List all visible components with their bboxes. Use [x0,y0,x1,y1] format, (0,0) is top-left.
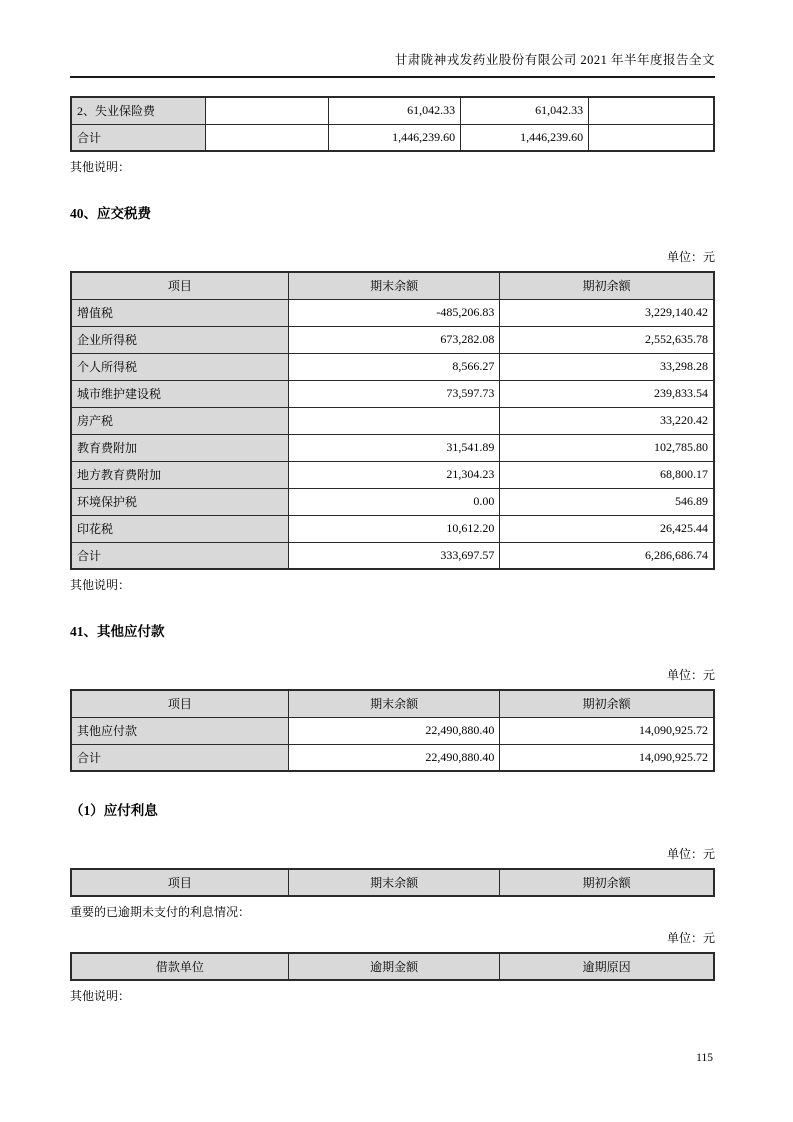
value-cell: 2,552,635.78 [500,326,714,353]
value-cell: 0.00 [288,488,500,515]
value-cell: 26,425.44 [500,515,714,542]
row-label-cell: 个人所得税 [71,353,288,380]
column-header: 项目 [71,690,288,717]
column-header: 期初余额 [500,272,714,299]
value-cell: 61,042.33 [328,97,460,124]
value-cell: 102,785.80 [500,434,714,461]
table-header-row [71,272,714,299]
unit-label-1: 单位：元 [666,250,715,264]
value-cell: 6,286,686.74 [500,542,714,569]
value-cell: 61,042.33 [461,97,589,124]
table-row [71,434,714,461]
unit-label-2: 单位：元 [666,668,715,682]
row-label-cell: 增值税 [71,299,288,326]
table-header-row [71,690,714,717]
page-number: 115 [696,1052,713,1064]
table-header-row [71,953,714,980]
table-row [71,380,714,407]
value-cell: 333,697.57 [288,542,500,569]
table-row [71,461,714,488]
value-cell: 8,566.27 [288,353,500,380]
overdue-interest-note: 重要的已逾期未支付的利息情况： [70,905,251,919]
column-header: 逾期原因 [500,953,714,980]
row-label-cell: 房产税 [71,407,288,434]
table-row [71,542,714,569]
other-note-3: 其他说明： [70,989,131,1003]
value-cell: 239,833.54 [500,380,714,407]
other-payables-table [70,689,715,772]
table-row [71,744,714,771]
value-cell [589,97,714,124]
value-cell: 10,612.20 [288,515,500,542]
table-row [71,326,714,353]
value-cell: -485,206.83 [288,299,500,326]
row-label-cell: 印花税 [71,515,288,542]
column-header: 借款单位 [71,953,288,980]
row-label-cell: 合计 [71,744,288,771]
social-insurance-continuation-table [70,96,715,152]
row-label-cell: 合计 [71,542,288,569]
table-row [71,97,714,124]
value-cell [589,124,714,151]
overdue-interest-table [70,952,715,981]
row-label-cell: 环境保护税 [71,488,288,515]
unit-label-4: 单位：元 [666,931,715,945]
section-40-heading: 40、应交税费 [70,206,151,221]
value-cell: 3,229,140.42 [500,299,714,326]
other-note-1: 其他说明： [70,160,131,174]
row-label-cell: 教育费附加 [71,434,288,461]
table-row [71,717,714,744]
row-label-cell: 2、失业保险费 [71,97,205,124]
value-cell: 73,597.73 [288,380,500,407]
row-label-cell: 地方教育费附加 [71,461,288,488]
value-cell: 33,220.42 [500,407,714,434]
column-header: 期初余额 [500,869,714,896]
value-cell: 22,490,880.40 [288,744,500,771]
column-header: 期末余额 [288,690,500,717]
value-cell: 546.89 [500,488,714,515]
value-cell: 21,304.23 [288,461,500,488]
section-41-1-heading: （1）应付利息 [70,803,158,818]
column-header: 项目 [71,869,288,896]
value-cell: 22,490,880.40 [288,717,500,744]
value-cell: 68,800.17 [500,461,714,488]
column-header: 期末余额 [288,869,500,896]
table-row [71,299,714,326]
table-header-row [71,869,714,896]
row-label-cell: 合计 [71,124,205,151]
table-row [71,124,714,151]
column-header: 期初余额 [500,690,714,717]
row-label-cell: 企业所得税 [71,326,288,353]
row-label-cell: 其他应付款 [71,717,288,744]
row-label-cell: 城市维护建设税 [71,380,288,407]
interest-payable-table [70,868,715,897]
value-cell [288,407,500,434]
value-cell [205,97,328,124]
table-row [71,353,714,380]
value-cell: 1,446,239.60 [461,124,589,151]
unit-label-3: 单位：元 [666,847,715,861]
table-row [71,407,714,434]
document-header-title: 甘肃陇神戎发药业股份有限公司 2021 年半年度报告全文 [70,52,715,78]
section-41-heading: 41、其他应付款 [70,624,165,639]
value-cell: 31,541.89 [288,434,500,461]
taxes-payable-table [70,271,715,570]
other-note-2: 其他说明： [70,578,131,592]
value-cell [205,124,328,151]
table-row [71,515,714,542]
column-header: 逾期金额 [288,953,500,980]
column-header: 期末余额 [288,272,500,299]
value-cell: 14,090,925.72 [500,717,714,744]
table-row [71,488,714,515]
value-cell: 33,298.28 [500,353,714,380]
value-cell: 14,090,925.72 [500,744,714,771]
value-cell: 1,446,239.60 [328,124,460,151]
column-header: 项目 [71,272,288,299]
value-cell: 673,282.08 [288,326,500,353]
